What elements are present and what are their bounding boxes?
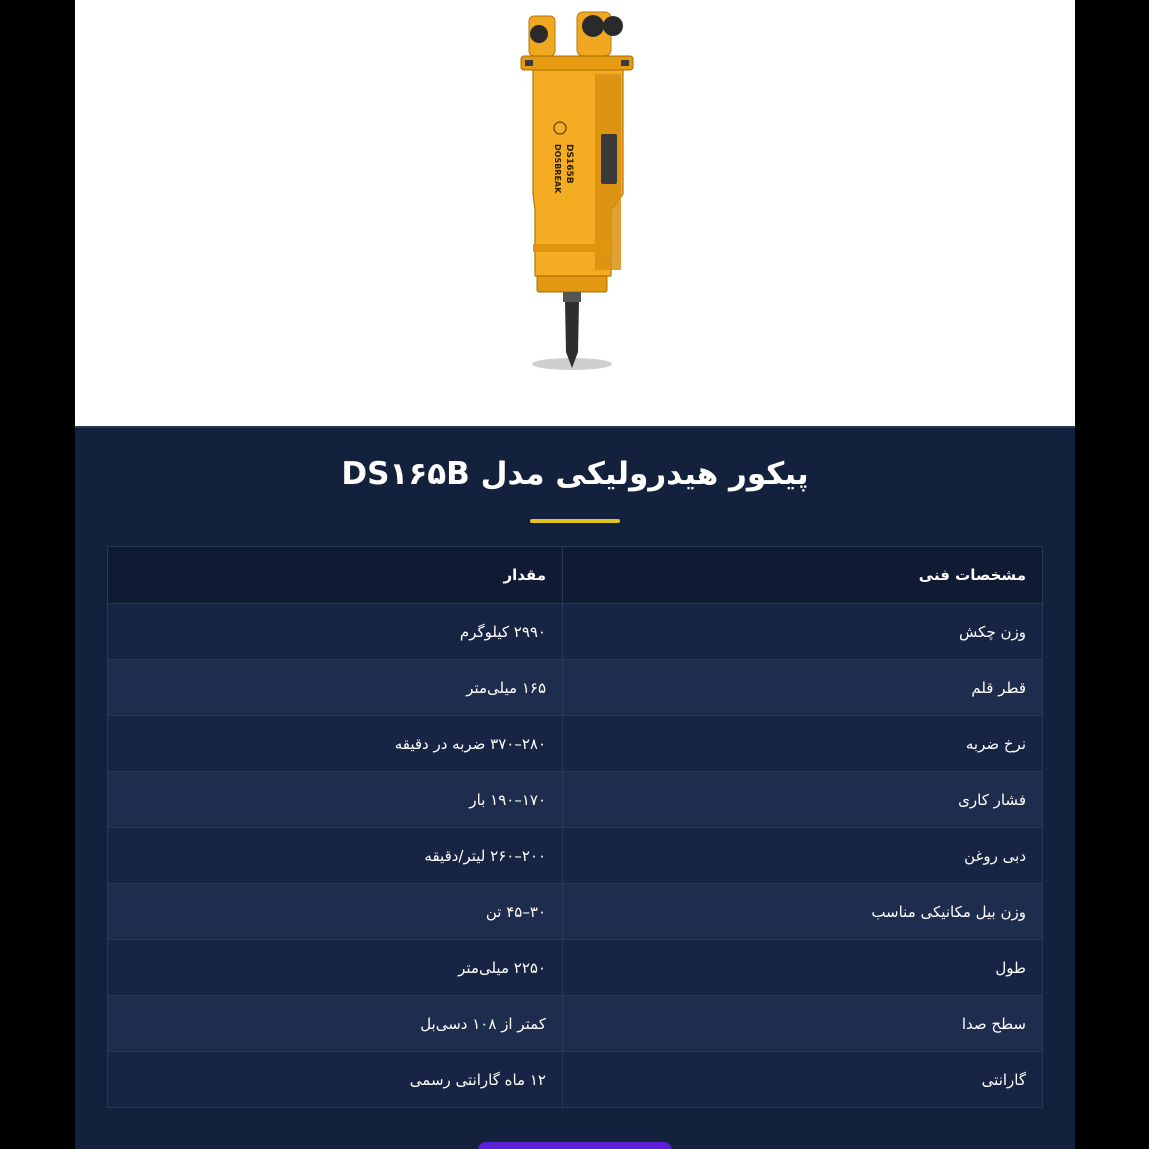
spec-name: نرخ ضربه bbox=[563, 716, 1043, 772]
table-row bbox=[108, 772, 1043, 828]
product-page bbox=[75, 0, 1075, 1149]
spec-name: طول bbox=[563, 940, 1043, 996]
cta-button[interactable] bbox=[478, 1142, 672, 1149]
spec-name: وزن چکش bbox=[563, 604, 1043, 660]
product-brand-label: DOSBREAK bbox=[553, 144, 562, 194]
table-header-row bbox=[108, 547, 1043, 604]
spec-name: قطر قلم bbox=[563, 660, 1043, 716]
page-title: پیکور هیدرولیکی مدل DS۱۶۵B bbox=[341, 456, 809, 492]
spec-name: گارانتی bbox=[563, 1052, 1043, 1108]
spec-value: ۱۷۰–۱۹۰ بار bbox=[108, 772, 563, 828]
table-row bbox=[108, 716, 1043, 772]
spec-value: ۲۲۵۰ میلی‌متر bbox=[108, 940, 563, 996]
table-row bbox=[108, 884, 1043, 940]
spec-name: وزن بیل مکانیکی مناسب bbox=[563, 884, 1043, 940]
spec-value: ۲۰۰–۲۶۰ لیتر/دقیقه bbox=[108, 828, 563, 884]
spec-name: دبی روغن bbox=[563, 828, 1043, 884]
spec-value: ۱۲ ماه گارانتی رسمی bbox=[108, 1052, 563, 1108]
table-row bbox=[108, 660, 1043, 716]
hydraulic-breaker-image bbox=[515, 4, 640, 376]
header-spec-value: مقدار bbox=[108, 547, 563, 604]
table-row bbox=[108, 940, 1043, 996]
table-row bbox=[108, 828, 1043, 884]
spec-value: کمتر از ۱۰۸ دسی‌بل bbox=[108, 996, 563, 1052]
spec-value: ۲۹۹۰ کیلوگرم bbox=[108, 604, 563, 660]
spec-name: فشار کاری bbox=[563, 772, 1043, 828]
spec-value: ۱۶۵ میلی‌متر bbox=[108, 660, 563, 716]
spec-value: ۲۸۰–۳۷۰ ضربه در دقیقه bbox=[108, 716, 563, 772]
spec-value: ۳۰–۴۵ تن bbox=[108, 884, 563, 940]
table-row bbox=[108, 604, 1043, 660]
product-model-label: DS165B bbox=[564, 144, 574, 184]
table-row bbox=[108, 1052, 1043, 1108]
header-spec-name: مشخصات فنی bbox=[563, 547, 1043, 604]
product-hero bbox=[75, 0, 1075, 428]
specs-table bbox=[107, 546, 1043, 1108]
spec-name: سطح صدا bbox=[563, 996, 1043, 1052]
table-row bbox=[108, 996, 1043, 1052]
title-underline bbox=[530, 519, 620, 523]
